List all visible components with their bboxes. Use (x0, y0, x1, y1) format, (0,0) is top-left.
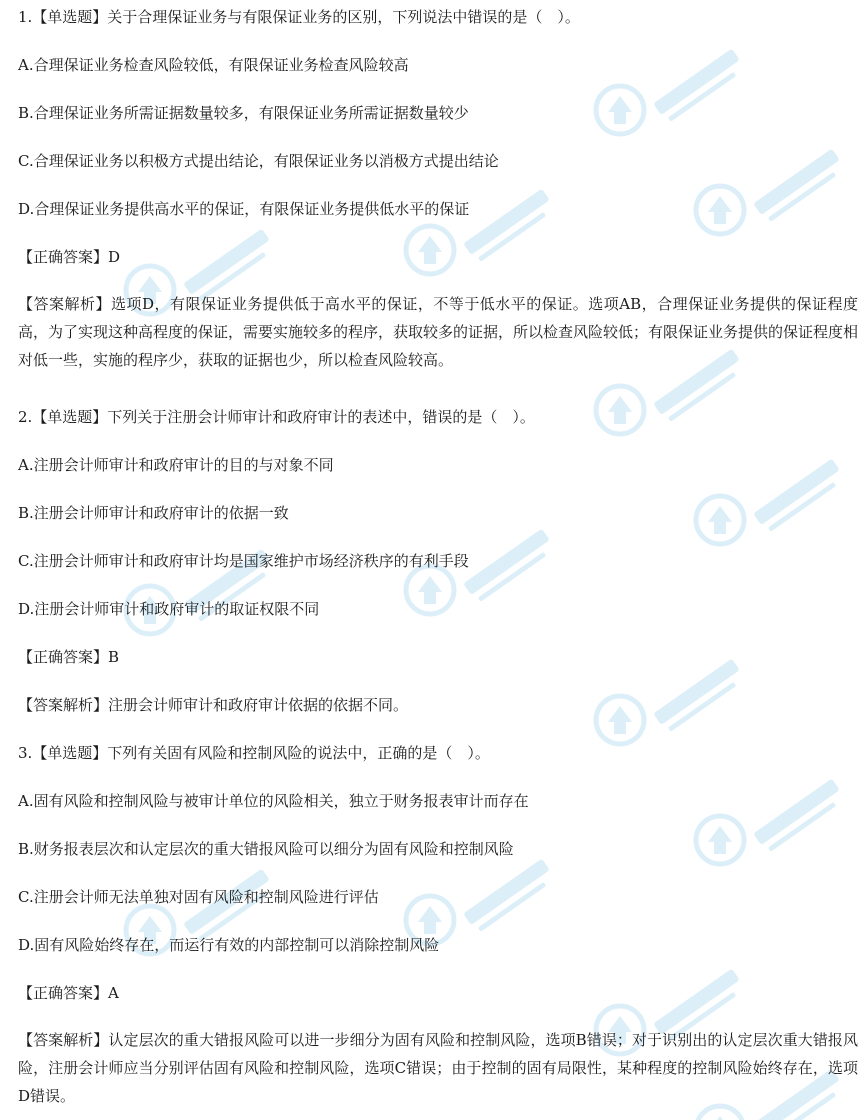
question-1-option-b: B.合理保证业务所需证据数量较多，有限保证业务所需证据数量较少 (18, 104, 469, 122)
question-2-option-d: D.注册会计师审计和政府审计的取证权限不同 (18, 600, 320, 618)
question-2-option-b: B.注册会计师审计和政府审计的依据一致 (18, 504, 289, 522)
question-1-option-c: C.合理保证业务以积极方式提出结论，有限保证业务以消极方式提出结论 (18, 152, 499, 170)
question-3-option-b: B.财务报表层次和认定层次的重大错报风险可以细分为固有风险和控制风险 (18, 840, 514, 858)
question-1-option-d: D.合理保证业务提供高水平的保证，有限保证业务提供低水平的保证 (18, 200, 470, 218)
question-3-option-d: D.固有风险始终存在，而运行有效的内部控制可以消除控制风险 (18, 936, 440, 954)
question-3-answer: 【正确答案】A (18, 984, 119, 1002)
question-2-analysis: 【答案解析】注册会计师审计和政府审计依据的依据不同。 (18, 696, 409, 714)
question-2-option-a: A.注册会计师审计和政府审计的目的与对象不同 (18, 456, 334, 474)
question-3-analysis: 【答案解析】认定层次的重大错报风险可以进一步细分为固有风险和控制风险，选项B错误；对于识别出的认定层次重大错报风险，注册会计师应当分别评估固有风险和控制风险，选项C错误；由于控制的固有局限性，某种程度的控制风险始终存在，选项D错误。 (18, 1031, 858, 1105)
question-3-option-a: A.固有风险和控制风险与被审计单位的风险相关，独立于财务报表审计而存在 (18, 792, 529, 810)
question-1-stem: 1.【单选题】关于合理保证业务与有限保证业务的区别，下列说法中错误的是（ ）。 (18, 8, 580, 26)
question-1-answer: 【正确答案】D (18, 248, 121, 266)
question-2-option-c: C.注册会计师审计和政府审计均是国家维护市场经济秩序的有利手段 (18, 552, 469, 570)
question-1-option-a: A.合理保证业务检查风险较低，有限保证业务检查风险较高 (18, 56, 409, 74)
question-1-analysis: 【答案解析】选项D，有限保证业务提供低于高水平的保证，不等于低水平的保证。选项AB，合理保证业务提供的保证程度高，为了实现这种高程度的保证，需要实施较多的程序，获取较多的证据，所以检查风险较低；有限保证业务提供的保证程度相对低一些，实施的程序少，获取的证据也少，所以检查风险较高。 (18, 295, 859, 369)
question-3-option-c: C.注册会计师无法单独对固有风险和控制风险进行评估 (18, 888, 379, 906)
question-2-stem: 2.【单选题】下列关于注册会计师审计和政府审计的表述中，错误的是（ ）。 (18, 408, 535, 426)
question-2-answer: 【正确答案】B (18, 648, 120, 666)
question-3-stem: 3.【单选题】下列有关固有风险和控制风险的说法中，正确的是（ ）。 (18, 744, 490, 762)
